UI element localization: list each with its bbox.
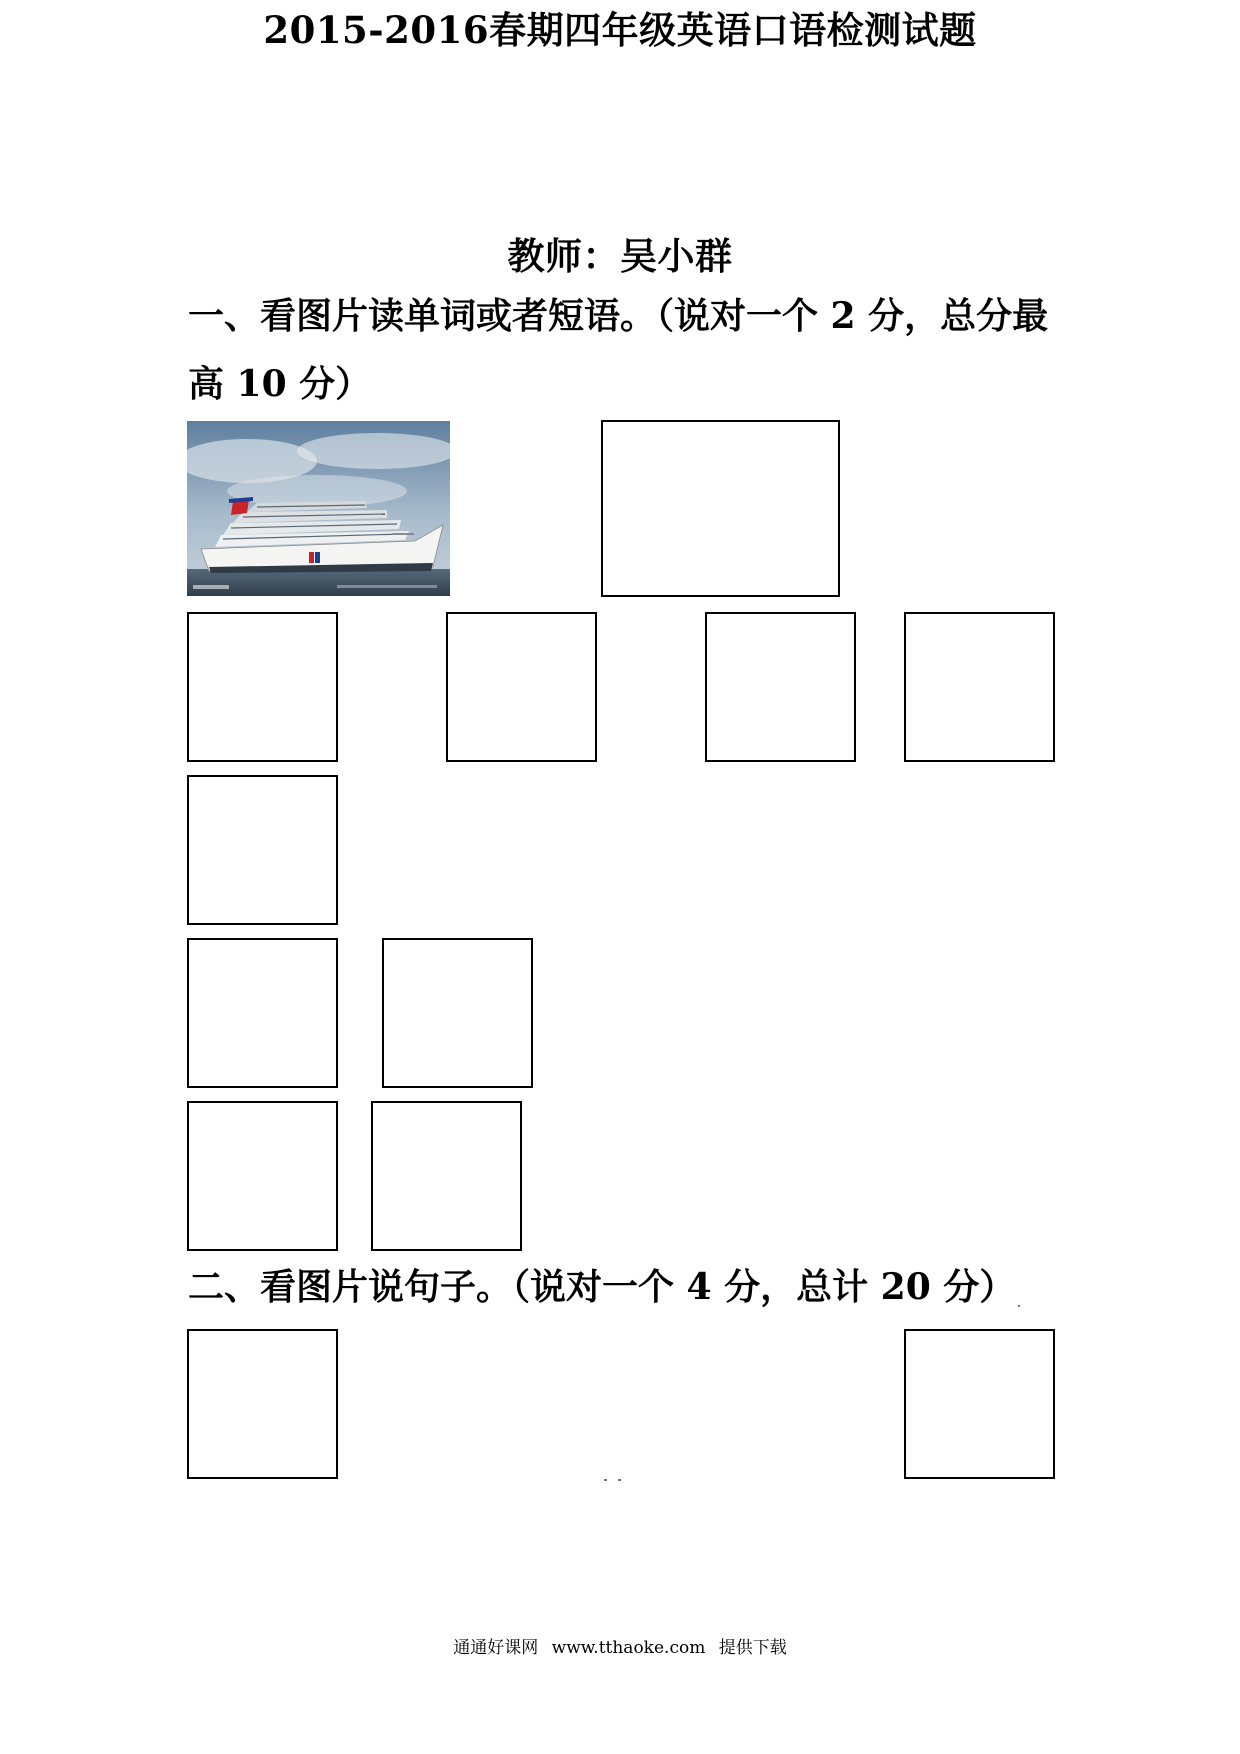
section-2-heading: 二、看图片说句子。（说对一个 4 分，总计 20 分）	[188, 1266, 1016, 1308]
cruise-ship-image	[187, 421, 450, 596]
page-footer	[0, 1633, 1240, 1658]
picture-box	[187, 775, 338, 925]
picture-box	[446, 612, 597, 762]
picture-box	[705, 612, 856, 762]
picture-box	[187, 938, 338, 1088]
picture-box	[371, 1101, 522, 1251]
picture-box	[187, 1329, 338, 1479]
footer-url: www.tthaoke.com	[551, 1638, 706, 1658]
picture-box	[904, 1329, 1055, 1479]
picture-box	[382, 938, 533, 1088]
picture-box	[187, 1101, 338, 1251]
teacher-name: 教师：吴小群	[507, 234, 733, 278]
section-1-heading: 一、看图片读单词或者短语。（说对一个 2 分，总分最高 10 分）	[188, 295, 1049, 405]
scan-speck	[1018, 1305, 1020, 1307]
picture-box	[187, 612, 338, 762]
scan-speck	[618, 1479, 621, 1481]
document-title: 2015-2016春期四年级英语口语检测试题	[263, 8, 977, 52]
footer-site-name: 通通好课网	[453, 1638, 539, 1658]
picture-box	[904, 612, 1055, 762]
footer-suffix: 提供下载	[718, 1638, 787, 1658]
picture-box	[601, 420, 840, 597]
scan-speck	[604, 1479, 607, 1481]
